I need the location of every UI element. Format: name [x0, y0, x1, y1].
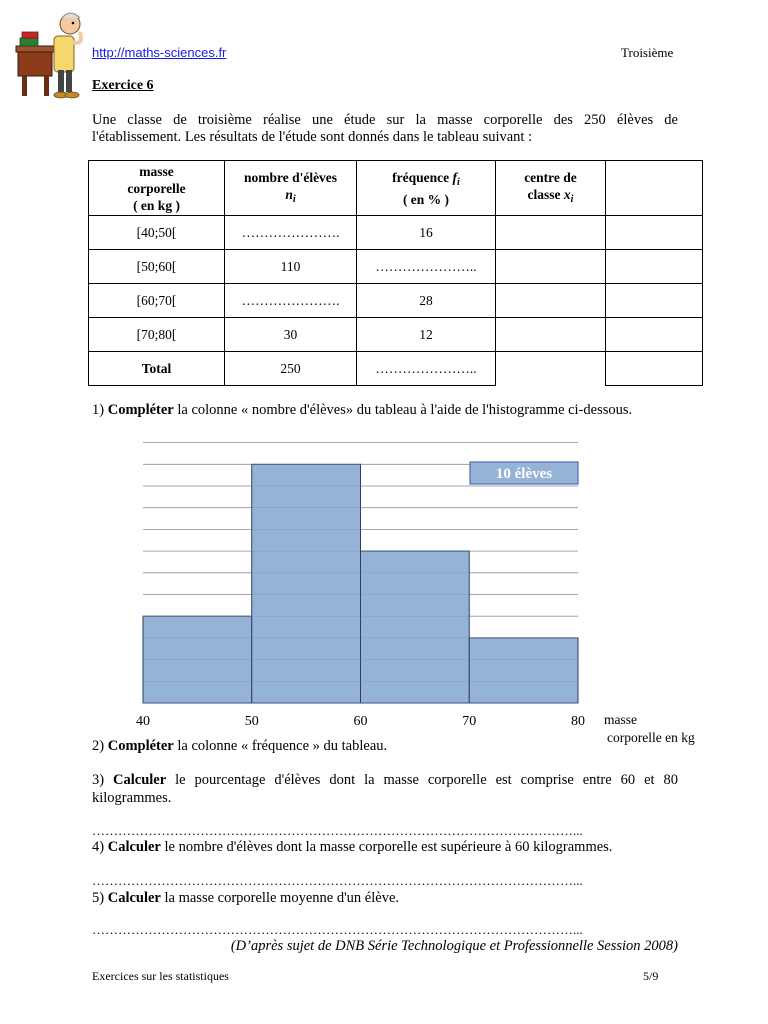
header-center-sub: i	[570, 193, 574, 205]
q5-number: 5)	[92, 890, 108, 906]
q5-text: la masse corporelle moyenne d'un élève.	[160, 890, 400, 906]
header-mass-l3: ( en kg )	[133, 197, 180, 213]
teacher-cartoon-logo	[14, 6, 92, 104]
total-extra	[606, 352, 703, 386]
q1-number: 1)	[92, 402, 108, 418]
header-frequency-l1: fréquence	[392, 169, 453, 185]
header-center-l1: centre de	[524, 169, 577, 185]
row-center	[496, 250, 606, 284]
q3-number: 3)	[92, 772, 114, 788]
q2-number: 2)	[92, 738, 108, 754]
question-3-line-2: kilogrammes.	[92, 790, 172, 806]
answer-line-5[interactable]: …………………………………………………………………………………………………...	[92, 922, 583, 937]
header-center-var: x	[563, 186, 571, 202]
total-center-empty	[496, 352, 606, 386]
total-count: 250	[225, 352, 357, 386]
header-center	[496, 161, 606, 216]
q1-text: la colonne « nombre d'élèves» du tableau à l'aide de l'histogramme ci-dessous.	[173, 402, 633, 418]
row-frequency: 28	[357, 284, 496, 318]
q4-number: 4)	[92, 839, 108, 855]
header-mass	[89, 161, 225, 216]
question-3-line-1	[92, 771, 678, 789]
footer-page-number: 5/9	[643, 969, 659, 983]
q2-verb: Compléter	[107, 738, 174, 754]
website-link[interactable]: http://maths-sciences.fr	[92, 45, 227, 60]
statistics-table	[88, 160, 703, 386]
footer-left: Exercices sur les statistiques	[92, 969, 229, 983]
row-class: [70;80[	[89, 318, 225, 352]
level-label: Troisième	[621, 45, 674, 60]
q4-text: le nombre d'élèves dont la masse corporelle est supérieure à 60 kilogrammes.	[160, 839, 613, 855]
question-2	[92, 737, 387, 755]
x-axis-label-line2: corporelle en kg	[607, 730, 695, 745]
exercise-title: Exercice 6	[92, 78, 154, 93]
header-count	[225, 161, 357, 216]
header-frequency	[357, 161, 496, 216]
histogram-bar	[361, 551, 470, 703]
row-count: 30	[225, 318, 357, 352]
x-axis-label-line1: masse	[604, 712, 637, 727]
q3-text-l1: le pourcentage d'élèves dont la masse corporelle est comprise entre 60 et 80	[166, 772, 678, 788]
row-count: ………………….	[225, 216, 357, 250]
row-class: [60;70[	[89, 284, 225, 318]
legend-label: 10 élèves	[495, 466, 553, 482]
row-extra	[606, 284, 703, 318]
row-class: [50;60[	[89, 250, 225, 284]
source-citation: (D’après sujet de DNB Série Technologique et Professionnelle Session 2008)	[230, 938, 678, 954]
header-count-var: n	[285, 186, 293, 202]
q2-text: la colonne « fréquence » du tableau.	[173, 738, 388, 754]
table-row	[89, 284, 703, 318]
x-tick-label: 70	[462, 714, 477, 729]
total-frequency: …………………..	[357, 352, 496, 386]
row-count: ………………….	[225, 284, 357, 318]
x-tick-label: 40	[136, 714, 150, 729]
table-row	[89, 216, 703, 250]
q5-verb: Calculer	[107, 890, 161, 906]
header-count-sub: i	[292, 193, 296, 205]
header-mass-l1: masse	[139, 163, 174, 179]
q3-verb: Calculer	[113, 772, 167, 788]
row-extra	[606, 318, 703, 352]
header-center-l2: classe	[527, 186, 564, 202]
row-frequency: 12	[357, 318, 496, 352]
row-frequency: …………………..	[357, 250, 496, 284]
q4-verb: Calculer	[107, 839, 161, 855]
header-extra	[606, 161, 703, 216]
x-tick-label: 50	[244, 714, 259, 729]
row-extra	[606, 216, 703, 250]
histogram-bar	[469, 638, 578, 703]
intro-line-1: Une classe de troisième réalise une étude sur la masse corporelle des 250 élèves de	[92, 112, 678, 128]
header-frequency-l2: ( en % )	[402, 191, 450, 207]
histogram-chart	[130, 430, 730, 750]
row-class: [40;50[	[89, 216, 225, 250]
row-center	[496, 284, 606, 318]
row-count: 110	[225, 250, 357, 284]
question-4	[92, 838, 612, 856]
histogram-bar	[252, 464, 361, 703]
row-center	[496, 216, 606, 250]
header-frequency-var: f	[452, 169, 458, 185]
q1-verb: Compléter	[107, 402, 174, 418]
table-row	[89, 250, 703, 284]
answer-line-4[interactable]: …………………………………………………………………………………………………...	[92, 873, 583, 888]
x-tick-label: 60	[353, 714, 368, 729]
table-row	[89, 318, 703, 352]
x-tick-label: 80	[571, 714, 585, 729]
table-header-row	[89, 161, 703, 216]
row-extra	[606, 250, 703, 284]
total-label: Total	[89, 352, 225, 386]
intro-line-2: l'établissement. Les résultats de l'étude sont donnés dans le tableau suivant :	[92, 129, 533, 145]
row-frequency: 16	[357, 216, 496, 250]
question-5	[92, 889, 399, 907]
row-center	[496, 318, 606, 352]
table-total-row	[89, 352, 703, 386]
header-mass-l2: corporelle	[127, 180, 186, 196]
header-count-l1: nombre d'élèves	[243, 169, 338, 185]
answer-line-3[interactable]: …………………………………………………………………………………………………...	[92, 823, 583, 838]
header-frequency-sub: i	[457, 176, 460, 188]
question-1	[92, 401, 632, 419]
